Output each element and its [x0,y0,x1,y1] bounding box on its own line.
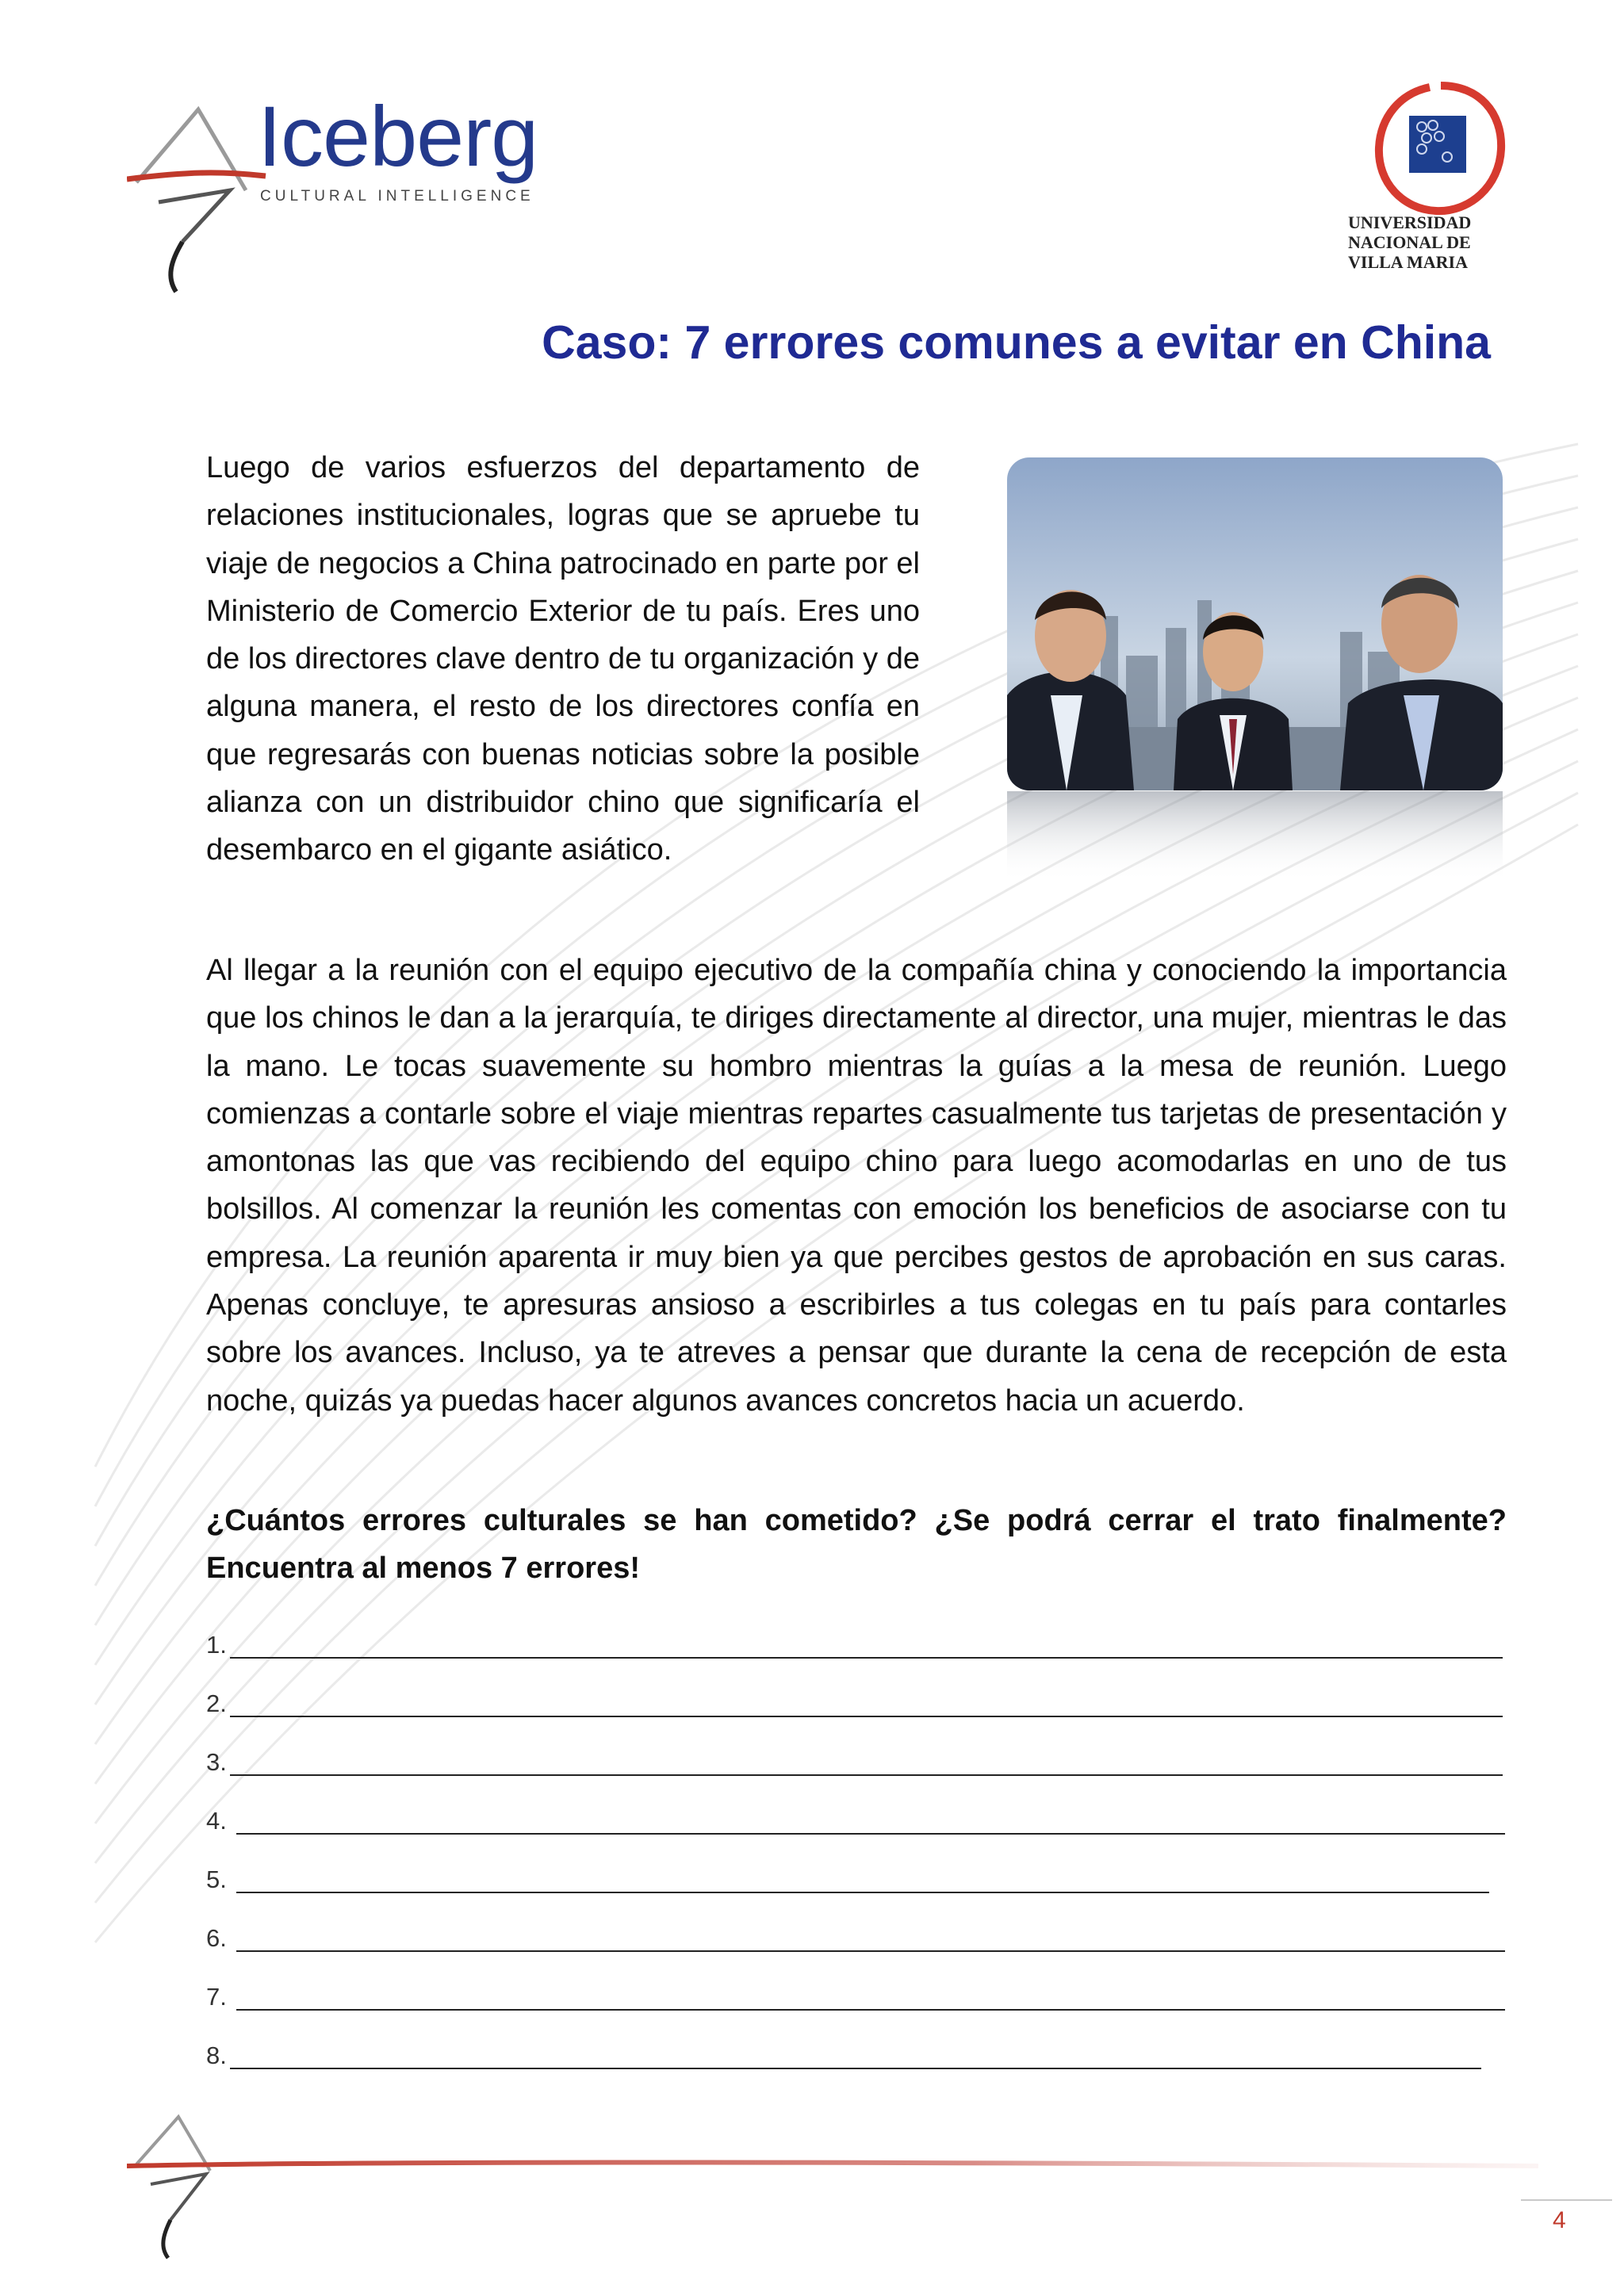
business-meeting-photo [1007,457,1503,790]
answer-number: 6. [206,1924,227,1952]
iceberg-logo-word: Iceberg [258,88,538,184]
iceberg-logo-tagline: CULTURAL INTELLIGENCE [260,188,534,205]
answer-number: 2. [206,1689,227,1717]
answer-number: 3. [206,1748,227,1776]
university-name [1348,212,1530,272]
answer-line-3[interactable] [206,1741,1503,1776]
answer-line-1[interactable] [206,1624,1503,1659]
university-name-line-1: UNIVERSIDAD [1348,212,1472,232]
footer-logo-mark [127,2101,1554,2260]
answer-blank[interactable] [236,1985,1505,2011]
answer-number: 1. [206,1631,227,1659]
answer-number: 7. [206,1983,227,2011]
case-paragraph: Al llegar a la reunión con el equipo ejecutivo de la compañía china y conociendo la importancia que los chinos le dan a la jerarquía, te diriges directamente al director, una mujer, mientras le das la mano. Le tocas suavemente su hombro mientras la guías a la mesa de reunión. Luego comienzas a contarle sobre el viaje mientras repartes casualmente tus tarjetas de presentación y amontonas las que vas recibiendo del equipo chino para luego acomodarlas en uno de tus bolsillos. Al comenzar la reunión les comentas con emoción los beneficios de asociarse con tu empresa. La reunión aparenta ir muy bien ya que percibes gestos de aprobación en sus caras. Apenas concluye, te apresuras ansioso a escribirles a tus colegas en tu país para contarles sobre los avances. Incluso, ya te atreves a pensar que durante la cena de recepción de esta noche, quizás ya puedas hacer algunos avances concretos hacia un acuerdo. [206,954,1507,1418]
university-name-line-2: NACIONAL DE [1348,232,1471,252]
answer-blank[interactable] [230,1692,1503,1717]
photo-reflection [1007,791,1503,882]
answer-blank[interactable] [236,1809,1505,1835]
answer-line-2[interactable] [206,1682,1503,1717]
intro-paragraph: Luego de varios esfuerzos del departamento de relaciones institucionales, logras que se apruebe tu viaje de negocios a China patrocinado en parte por el Ministerio de Comercio Exterior de tu país. Eres uno de los directores clave dentro de tu organización y de alguna manera, el resto de los directores confía en que regresarás con buenas noticias sobre la posible alianza con un distribuidor chino que significaría el desembarco en el gigante asiático. [206,451,920,867]
university-name-line-3: VILLA MARIA [1348,252,1468,272]
page-title: Caso: 7 errores comunes a evitar en China [542,316,1491,369]
answer-line-5[interactable] [206,1858,1489,1893]
answer-blank[interactable] [230,2044,1481,2069]
answer-number: 5. [206,1866,227,1893]
answer-line-6[interactable] [206,1917,1505,1952]
answer-number: 4. [206,1807,227,1835]
page-number: 4 [1553,2207,1566,2233]
answer-line-4[interactable] [206,1800,1505,1835]
answer-blank[interactable] [236,1927,1505,1952]
footer-divider [1521,2199,1612,2201]
answer-line-7[interactable] [206,1976,1505,2011]
answer-blank[interactable] [230,1751,1503,1776]
answer-number: 8. [206,2042,227,2069]
case-question: ¿Cuántos errores culturales se han cometido? ¿Se podrá cerrar el trato finalmente? Encuentra al menos 7 errores! [206,1504,1507,1586]
answer-blank[interactable] [230,1633,1503,1659]
university-logo [1368,79,1511,218]
answer-blank[interactable] [236,1868,1489,1893]
answer-line-8[interactable] [206,2034,1481,2069]
